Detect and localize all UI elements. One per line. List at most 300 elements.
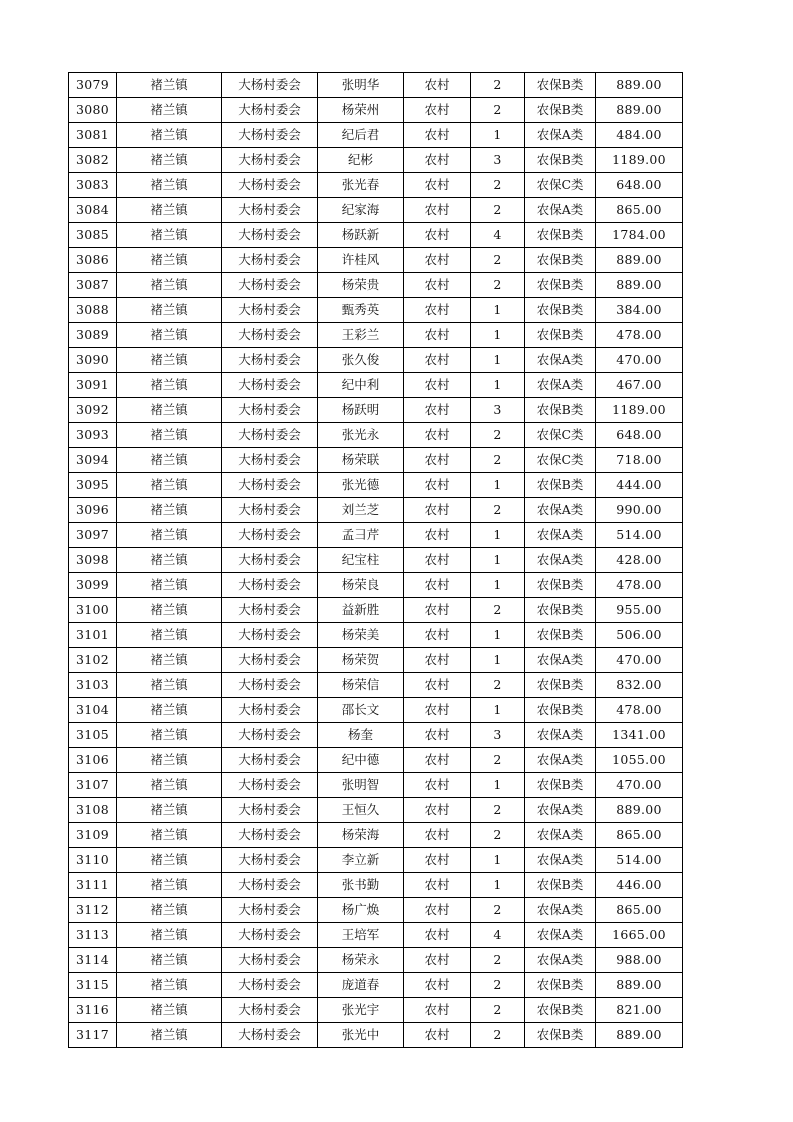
area-type-cell: 农村 <box>404 898 471 923</box>
table-row <box>69 323 683 348</box>
village-committee-cell: 大杨村委会 <box>222 798 318 823</box>
category-cell: 农保C类 <box>525 173 596 198</box>
village-committee-cell: 大杨村委会 <box>222 498 318 523</box>
household-size-cell: 2 <box>471 173 525 198</box>
name-cell: 张书勤 <box>318 873 404 898</box>
name-cell: 张光宇 <box>318 998 404 1023</box>
village-committee-cell: 大杨村委会 <box>222 748 318 773</box>
village-committee-cell: 大杨村委会 <box>222 298 318 323</box>
household-size-cell: 2 <box>471 73 525 98</box>
name-cell: 杨荣良 <box>318 573 404 598</box>
amount-cell: 506.00 <box>596 623 683 648</box>
village-committee-cell: 大杨村委会 <box>222 473 318 498</box>
village-committee-cell: 大杨村委会 <box>222 223 318 248</box>
town-cell: 褚兰镇 <box>117 348 222 373</box>
town-cell: 褚兰镇 <box>117 273 222 298</box>
household-size-cell: 2 <box>471 1023 525 1048</box>
name-cell: 纪中德 <box>318 748 404 773</box>
table-row <box>69 473 683 498</box>
row-index-cell: 3113 <box>69 923 117 948</box>
amount-cell: 832.00 <box>596 673 683 698</box>
category-cell: 农保A类 <box>525 798 596 823</box>
amount-cell: 1665.00 <box>596 923 683 948</box>
category-cell: 农保B类 <box>525 148 596 173</box>
category-cell: 农保B类 <box>525 473 596 498</box>
household-size-cell: 3 <box>471 148 525 173</box>
name-cell: 纪宝柱 <box>318 548 404 573</box>
household-size-cell: 1 <box>471 623 525 648</box>
area-type-cell: 农村 <box>404 373 471 398</box>
amount-cell: 990.00 <box>596 498 683 523</box>
amount-cell: 889.00 <box>596 98 683 123</box>
area-type-cell: 农村 <box>404 923 471 948</box>
category-cell: 农保A类 <box>525 748 596 773</box>
category-cell: 农保B类 <box>525 698 596 723</box>
household-size-cell: 1 <box>471 573 525 598</box>
area-type-cell: 农村 <box>404 73 471 98</box>
table-row <box>69 1023 683 1048</box>
village-committee-cell: 大杨村委会 <box>222 773 318 798</box>
town-cell: 褚兰镇 <box>117 748 222 773</box>
household-size-cell: 1 <box>471 773 525 798</box>
category-cell: 农保A类 <box>525 373 596 398</box>
area-type-cell: 农村 <box>404 348 471 373</box>
area-type-cell: 农村 <box>404 223 471 248</box>
category-cell: 农保B类 <box>525 223 596 248</box>
row-index-cell: 3112 <box>69 898 117 923</box>
amount-cell: 648.00 <box>596 173 683 198</box>
amount-cell: 1341.00 <box>596 723 683 748</box>
row-index-cell: 3106 <box>69 748 117 773</box>
table-row <box>69 798 683 823</box>
amount-cell: 889.00 <box>596 273 683 298</box>
table-row <box>69 298 683 323</box>
name-cell: 纪中利 <box>318 373 404 398</box>
town-cell: 褚兰镇 <box>117 148 222 173</box>
village-committee-cell: 大杨村委会 <box>222 673 318 698</box>
household-size-cell: 2 <box>471 823 525 848</box>
row-index-cell: 3104 <box>69 698 117 723</box>
household-size-cell: 1 <box>471 123 525 148</box>
household-size-cell: 3 <box>471 723 525 748</box>
name-cell: 王恒久 <box>318 798 404 823</box>
category-cell: 农保B类 <box>525 773 596 798</box>
town-cell: 褚兰镇 <box>117 973 222 998</box>
category-cell: 农保A类 <box>525 498 596 523</box>
row-index-cell: 3084 <box>69 198 117 223</box>
household-size-cell: 2 <box>471 98 525 123</box>
village-committee-cell: 大杨村委会 <box>222 523 318 548</box>
village-committee-cell: 大杨村委会 <box>222 373 318 398</box>
row-index-cell: 3094 <box>69 448 117 473</box>
household-size-cell: 1 <box>471 323 525 348</box>
household-size-cell: 2 <box>471 273 525 298</box>
row-index-cell: 3089 <box>69 323 117 348</box>
amount-cell: 1784.00 <box>596 223 683 248</box>
area-type-cell: 农村 <box>404 473 471 498</box>
row-index-cell: 3109 <box>69 823 117 848</box>
household-size-cell: 2 <box>471 248 525 273</box>
amount-cell: 889.00 <box>596 1023 683 1048</box>
row-index-cell: 3111 <box>69 873 117 898</box>
village-committee-cell: 大杨村委会 <box>222 448 318 473</box>
amount-cell: 470.00 <box>596 348 683 373</box>
village-committee-cell: 大杨村委会 <box>222 98 318 123</box>
village-committee-cell: 大杨村委会 <box>222 823 318 848</box>
household-size-cell: 2 <box>471 898 525 923</box>
row-index-cell: 3103 <box>69 673 117 698</box>
town-cell: 褚兰镇 <box>117 998 222 1023</box>
amount-cell: 988.00 <box>596 948 683 973</box>
household-size-cell: 2 <box>471 198 525 223</box>
area-type-cell: 农村 <box>404 698 471 723</box>
town-cell: 褚兰镇 <box>117 298 222 323</box>
name-cell: 杨跃新 <box>318 223 404 248</box>
category-cell: 农保A类 <box>525 823 596 848</box>
area-type-cell: 农村 <box>404 98 471 123</box>
household-size-cell: 1 <box>471 648 525 673</box>
table-row <box>69 848 683 873</box>
category-cell: 农保C类 <box>525 448 596 473</box>
amount-cell: 718.00 <box>596 448 683 473</box>
village-committee-cell: 大杨村委会 <box>222 248 318 273</box>
table-row <box>69 198 683 223</box>
village-committee-cell: 大杨村委会 <box>222 873 318 898</box>
name-cell: 杨荣贺 <box>318 648 404 673</box>
row-index-cell: 3102 <box>69 648 117 673</box>
household-size-cell: 1 <box>471 873 525 898</box>
name-cell: 邵长文 <box>318 698 404 723</box>
category-cell: 农保B类 <box>525 248 596 273</box>
category-cell: 农保A类 <box>525 523 596 548</box>
category-cell: 农保B类 <box>525 673 596 698</box>
village-committee-cell: 大杨村委会 <box>222 973 318 998</box>
town-cell: 褚兰镇 <box>117 898 222 923</box>
household-size-cell: 1 <box>471 473 525 498</box>
table-row <box>69 823 683 848</box>
category-cell: 农保B类 <box>525 573 596 598</box>
town-cell: 褚兰镇 <box>117 548 222 573</box>
table-row <box>69 573 683 598</box>
row-index-cell: 3092 <box>69 398 117 423</box>
category-cell: 农保C类 <box>525 423 596 448</box>
row-index-cell: 3085 <box>69 223 117 248</box>
household-size-cell: 1 <box>471 848 525 873</box>
table-row <box>69 773 683 798</box>
town-cell: 褚兰镇 <box>117 398 222 423</box>
area-type-cell: 农村 <box>404 648 471 673</box>
table-row <box>69 348 683 373</box>
amount-cell: 865.00 <box>596 823 683 848</box>
table-row <box>69 73 683 98</box>
village-committee-cell: 大杨村委会 <box>222 273 318 298</box>
area-type-cell: 农村 <box>404 623 471 648</box>
table-row <box>69 723 683 748</box>
table-row <box>69 873 683 898</box>
table-row <box>69 248 683 273</box>
amount-cell: 889.00 <box>596 73 683 98</box>
household-size-cell: 2 <box>471 673 525 698</box>
row-index-cell: 3088 <box>69 298 117 323</box>
town-cell: 褚兰镇 <box>117 798 222 823</box>
amount-cell: 648.00 <box>596 423 683 448</box>
row-index-cell: 3108 <box>69 798 117 823</box>
category-cell: 农保B类 <box>525 298 596 323</box>
table-row <box>69 123 683 148</box>
name-cell: 张明华 <box>318 73 404 98</box>
row-index-cell: 3095 <box>69 473 117 498</box>
category-cell: 农保A类 <box>525 348 596 373</box>
amount-cell: 821.00 <box>596 998 683 1023</box>
amount-cell: 1055.00 <box>596 748 683 773</box>
town-cell: 褚兰镇 <box>117 648 222 673</box>
table-row <box>69 648 683 673</box>
area-type-cell: 农村 <box>404 123 471 148</box>
amount-cell: 865.00 <box>596 198 683 223</box>
town-cell: 褚兰镇 <box>117 423 222 448</box>
area-type-cell: 农村 <box>404 398 471 423</box>
row-index-cell: 3096 <box>69 498 117 523</box>
village-committee-cell: 大杨村委会 <box>222 948 318 973</box>
category-cell: 农保B类 <box>525 973 596 998</box>
area-type-cell: 农村 <box>404 173 471 198</box>
table-row <box>69 373 683 398</box>
row-index-cell: 3083 <box>69 173 117 198</box>
table-body <box>69 73 683 1048</box>
village-committee-cell: 大杨村委会 <box>222 723 318 748</box>
amount-cell: 514.00 <box>596 523 683 548</box>
category-cell: 农保B类 <box>525 598 596 623</box>
table-row <box>69 548 683 573</box>
village-committee-cell: 大杨村委会 <box>222 898 318 923</box>
table-row <box>69 973 683 998</box>
row-index-cell: 3105 <box>69 723 117 748</box>
town-cell: 褚兰镇 <box>117 448 222 473</box>
category-cell: 农保B类 <box>525 1023 596 1048</box>
category-cell: 农保B类 <box>525 998 596 1023</box>
area-type-cell: 农村 <box>404 523 471 548</box>
name-cell: 庞道春 <box>318 973 404 998</box>
name-cell: 纪彬 <box>318 148 404 173</box>
row-index-cell: 3080 <box>69 98 117 123</box>
household-size-cell: 2 <box>471 498 525 523</box>
name-cell: 杨荣海 <box>318 823 404 848</box>
household-size-cell: 2 <box>471 998 525 1023</box>
household-size-cell: 2 <box>471 448 525 473</box>
row-index-cell: 3100 <box>69 598 117 623</box>
area-type-cell: 农村 <box>404 598 471 623</box>
name-cell: 杨荣联 <box>318 448 404 473</box>
name-cell: 纪家海 <box>318 198 404 223</box>
village-committee-cell: 大杨村委会 <box>222 998 318 1023</box>
row-index-cell: 3098 <box>69 548 117 573</box>
table-row <box>69 623 683 648</box>
amount-cell: 889.00 <box>596 798 683 823</box>
area-type-cell: 农村 <box>404 423 471 448</box>
amount-cell: 444.00 <box>596 473 683 498</box>
town-cell: 褚兰镇 <box>117 773 222 798</box>
town-cell: 褚兰镇 <box>117 698 222 723</box>
household-size-cell: 2 <box>471 748 525 773</box>
town-cell: 褚兰镇 <box>117 623 222 648</box>
row-index-cell: 3115 <box>69 973 117 998</box>
row-index-cell: 3086 <box>69 248 117 273</box>
amount-cell: 478.00 <box>596 573 683 598</box>
name-cell: 杨荣贵 <box>318 273 404 298</box>
village-committee-cell: 大杨村委会 <box>222 198 318 223</box>
town-cell: 褚兰镇 <box>117 923 222 948</box>
table-row <box>69 173 683 198</box>
town-cell: 褚兰镇 <box>117 948 222 973</box>
name-cell: 刘兰芝 <box>318 498 404 523</box>
town-cell: 褚兰镇 <box>117 523 222 548</box>
table-row <box>69 398 683 423</box>
name-cell: 张光春 <box>318 173 404 198</box>
name-cell: 杨奎 <box>318 723 404 748</box>
area-type-cell: 农村 <box>404 723 471 748</box>
amount-cell: 470.00 <box>596 773 683 798</box>
category-cell: 农保A类 <box>525 198 596 223</box>
table-row <box>69 898 683 923</box>
table-row <box>69 673 683 698</box>
name-cell: 张明智 <box>318 773 404 798</box>
row-index-cell: 3114 <box>69 948 117 973</box>
household-size-cell: 1 <box>471 548 525 573</box>
area-type-cell: 农村 <box>404 248 471 273</box>
name-cell: 张光德 <box>318 473 404 498</box>
town-cell: 褚兰镇 <box>117 498 222 523</box>
row-index-cell: 3117 <box>69 1023 117 1048</box>
category-cell: 农保B类 <box>525 98 596 123</box>
category-cell: 农保A类 <box>525 123 596 148</box>
row-index-cell: 3087 <box>69 273 117 298</box>
town-cell: 褚兰镇 <box>117 473 222 498</box>
amount-cell: 428.00 <box>596 548 683 573</box>
table-row <box>69 698 683 723</box>
amount-cell: 889.00 <box>596 973 683 998</box>
name-cell: 杨荣州 <box>318 98 404 123</box>
town-cell: 褚兰镇 <box>117 598 222 623</box>
household-size-cell: 2 <box>471 798 525 823</box>
household-size-cell: 3 <box>471 398 525 423</box>
area-type-cell: 农村 <box>404 448 471 473</box>
area-type-cell: 农村 <box>404 1023 471 1048</box>
town-cell: 褚兰镇 <box>117 723 222 748</box>
town-cell: 褚兰镇 <box>117 173 222 198</box>
name-cell: 王培军 <box>318 923 404 948</box>
town-cell: 褚兰镇 <box>117 1023 222 1048</box>
area-type-cell: 农村 <box>404 323 471 348</box>
table-row <box>69 423 683 448</box>
area-type-cell: 农村 <box>404 873 471 898</box>
name-cell: 张光永 <box>318 423 404 448</box>
category-cell: 农保B类 <box>525 73 596 98</box>
category-cell: 农保B类 <box>525 873 596 898</box>
row-index-cell: 3097 <box>69 523 117 548</box>
town-cell: 褚兰镇 <box>117 573 222 598</box>
row-index-cell: 3110 <box>69 848 117 873</box>
area-type-cell: 农村 <box>404 973 471 998</box>
area-type-cell: 农村 <box>404 948 471 973</box>
town-cell: 褚兰镇 <box>117 673 222 698</box>
amount-cell: 478.00 <box>596 698 683 723</box>
area-type-cell: 农村 <box>404 498 471 523</box>
row-index-cell: 3099 <box>69 573 117 598</box>
table-row <box>69 998 683 1023</box>
village-committee-cell: 大杨村委会 <box>222 623 318 648</box>
name-cell: 许桂风 <box>318 248 404 273</box>
amount-cell: 955.00 <box>596 598 683 623</box>
town-cell: 褚兰镇 <box>117 198 222 223</box>
village-committee-cell: 大杨村委会 <box>222 398 318 423</box>
category-cell: 农保B类 <box>525 323 596 348</box>
amount-cell: 865.00 <box>596 898 683 923</box>
table-row <box>69 748 683 773</box>
row-index-cell: 3090 <box>69 348 117 373</box>
category-cell: 农保A类 <box>525 648 596 673</box>
village-committee-cell: 大杨村委会 <box>222 548 318 573</box>
table-row <box>69 523 683 548</box>
area-type-cell: 农村 <box>404 998 471 1023</box>
row-index-cell: 3093 <box>69 423 117 448</box>
row-index-cell: 3116 <box>69 998 117 1023</box>
amount-cell: 484.00 <box>596 123 683 148</box>
amount-cell: 467.00 <box>596 373 683 398</box>
village-committee-cell: 大杨村委会 <box>222 148 318 173</box>
town-cell: 褚兰镇 <box>117 73 222 98</box>
town-cell: 褚兰镇 <box>117 123 222 148</box>
household-size-cell: 2 <box>471 423 525 448</box>
amount-cell: 478.00 <box>596 323 683 348</box>
table-row <box>69 598 683 623</box>
category-cell: 农保A类 <box>525 923 596 948</box>
category-cell: 农保B类 <box>525 273 596 298</box>
category-cell: 农保A类 <box>525 948 596 973</box>
town-cell: 褚兰镇 <box>117 848 222 873</box>
name-cell: 杨广焕 <box>318 898 404 923</box>
name-cell: 王彩兰 <box>318 323 404 348</box>
village-committee-cell: 大杨村委会 <box>222 348 318 373</box>
table-row <box>69 148 683 173</box>
household-size-cell: 4 <box>471 923 525 948</box>
name-cell: 益新胜 <box>318 598 404 623</box>
name-cell: 张光中 <box>318 1023 404 1048</box>
area-type-cell: 农村 <box>404 573 471 598</box>
name-cell: 杨荣永 <box>318 948 404 973</box>
household-size-cell: 2 <box>471 598 525 623</box>
town-cell: 褚兰镇 <box>117 323 222 348</box>
table-row <box>69 98 683 123</box>
area-type-cell: 农村 <box>404 773 471 798</box>
area-type-cell: 农村 <box>404 273 471 298</box>
household-size-cell: 1 <box>471 348 525 373</box>
household-size-cell: 4 <box>471 223 525 248</box>
category-cell: 农保B类 <box>525 398 596 423</box>
town-cell: 褚兰镇 <box>117 223 222 248</box>
amount-cell: 470.00 <box>596 648 683 673</box>
amount-cell: 889.00 <box>596 248 683 273</box>
table-row <box>69 948 683 973</box>
row-index-cell: 3082 <box>69 148 117 173</box>
amount-cell: 514.00 <box>596 848 683 873</box>
village-committee-cell: 大杨村委会 <box>222 323 318 348</box>
household-size-cell: 1 <box>471 298 525 323</box>
name-cell: 孟彐芹 <box>318 523 404 548</box>
area-type-cell: 农村 <box>404 673 471 698</box>
village-committee-cell: 大杨村委会 <box>222 848 318 873</box>
table-row <box>69 923 683 948</box>
village-committee-cell: 大杨村委会 <box>222 598 318 623</box>
